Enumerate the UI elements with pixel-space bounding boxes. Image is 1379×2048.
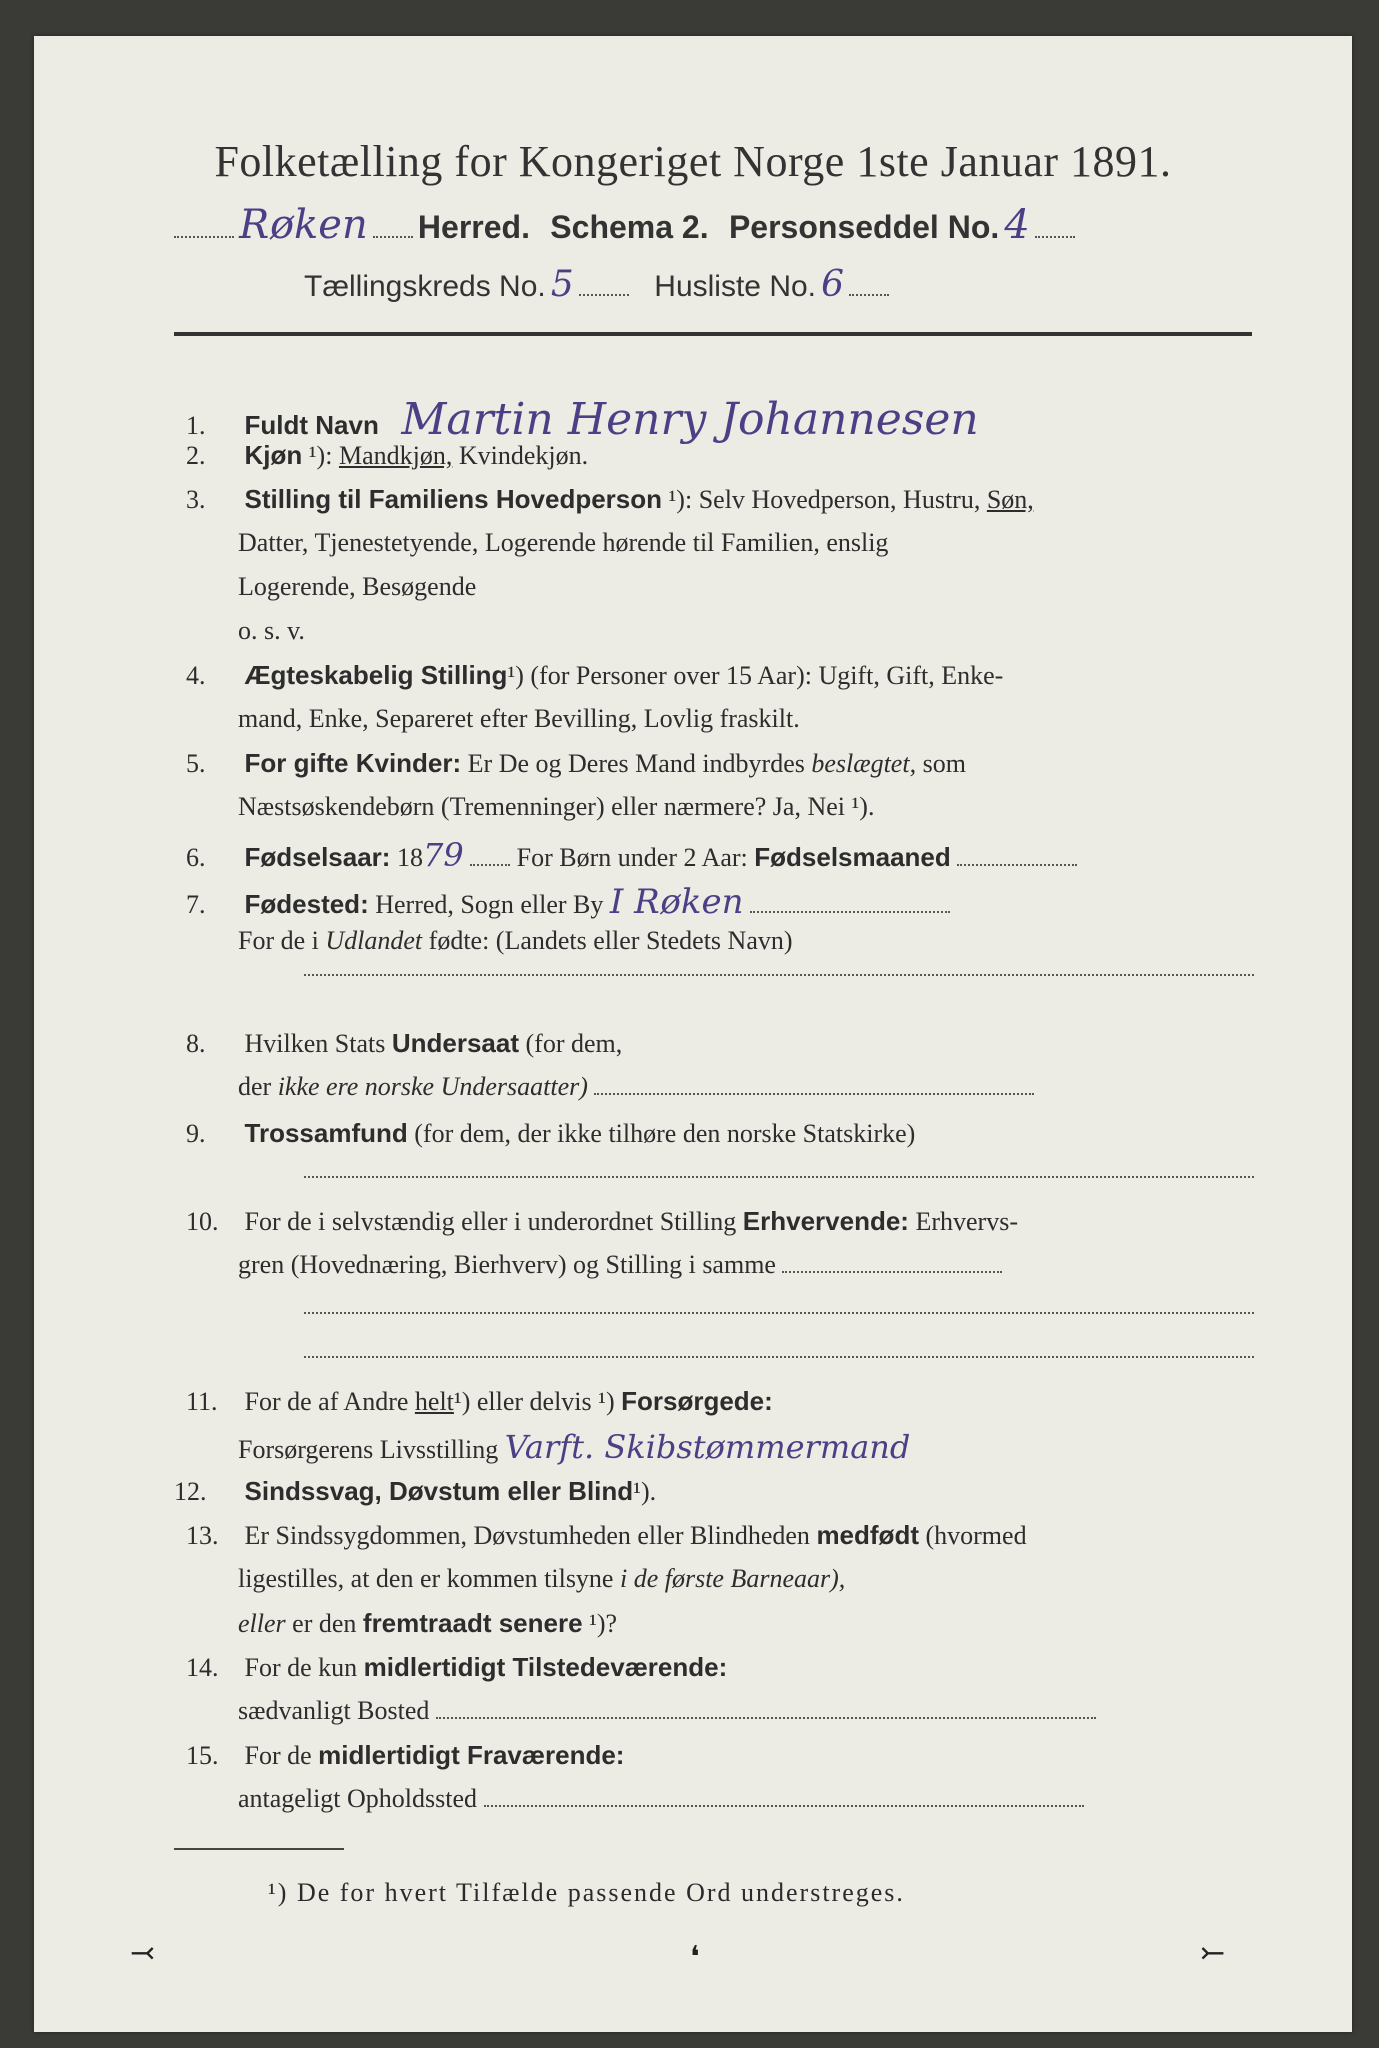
census-form: Folketælling for Kongeriget Norge 1ste Januar 1891. Røken Herred. Schema 2. Personseddel No. 4 Tællingskreds No. 5 Husliste No. 6 1. Fuldt Navn Martin Henry Johannesen 2. Kjøn ¹): Mandkjøn, Kvindekjøn. 3. Stilling til Familiens Hovedperson ¹): Selv Hovedperson, Hustru, Søn, Datter, Tjenestetyende, Logerende hørende til Familien, enslig Logerende, Besøgende o. s. v. 4. Ægteskabelig Stilling¹) (for Personer over 15 Aar): Ugift, Gift, Enke- mand, Enke, Separeret efter Bevilling, Lovlig fraskilt. 5. For gifte Kvinder: Er De og Deres Mand indbyrdes beslægtet, som Næstsøskendebørn (Tremenninger) eller nærmere? Ja, Nei ¹). 6. Fødselsaar: 1879 For Børn under 2 Aar: Fødselsmaaned 7. Fødested: Herred, Sogn eller By I Røken For de i Udlandet fødte: (Landets eller Stedets Navn) 8. Hvilken Stats Undersaat (for dem, der ikke ere norske Undersaatter) 9. Trossamfund (for dem, der ikke tilhøre den norske Statskirke) 10. For de i selvstændig eller i underordnet Stilling Erhvervende: Erhvervs- gren (Hovednæring, Bierhverv) og Stilling i samme 11. For de af Andre helt¹) eller delvis ¹) Forsørgede: Forsørgerens Livsstilling Varft. Skibstømmermand 12. Sindssvag, Døvstum eller Blind¹). 13. Er Sindssygdommen, Døvstumheden eller Blindheden medfødt (hvormed ligestilles, at den er kommen tilsyne i de første Barneaar), eller er den fremtraadt senere ¹)? 14. For de kun midlertidigt Tilstedeværende: sædvanligt Bosted 15. For de midlertidigt Fraværende: antageligt Opholdssted ¹) De for hvert Tilfælde passende Ord understreges. ⤙ ❛ ⤚ [34,36,1352,2032]
kreds-label: Tællingskreds No. [304,270,546,303]
item-14: 14. For de kun midlertidigt Tilstedeværende: [186,1652,728,1682]
header-line-2 [304,264,889,305]
full-name-label: Fuldt Navn [244,410,379,440]
provider-occupation-value: Varft. Skibstømmermand [504,1428,911,1466]
item-10: 10. For de i selvstændig eller i underordnet Stilling Erhvervende: Erhvervs- [186,1206,1018,1236]
header-line-1 [174,202,1254,248]
item-15: 15. For de midlertidigt Fraværende: [186,1740,625,1770]
corner-mark-right: ⤚ [1200,1936,1226,1971]
herred-value: Røken [239,202,368,248]
item-6: 6. Fødselsaar: 1879 For Børn under 2 Aar: Fødselsmaaned [186,836,1077,874]
kreds-value: 5 [550,264,574,305]
center-mark: ❛ [690,1940,700,1975]
item-5: 5. For gifte Kvinder: Er De og Deres Mand indbyrdes beslægtet, som [186,748,966,778]
item-1: 1. Fuldt Navn Martin Henry Johannesen [186,394,979,445]
form-title: Folketælling for Kongeriget Norge 1ste Januar 1891. [214,137,1172,186]
item-11: 11. For de af Andre helt¹) eller delvis ¹) Forsørgede: [186,1386,773,1416]
item-2: 2. Kjøn ¹): Mandkjøn, Kvindekjøn. [186,440,589,470]
item-9: 9. Trossamfund (for dem, der ikke tilhøre den norske Statskirke) [186,1118,916,1148]
item-12: 12. Sindssvag, Døvstum eller Blind¹). [174,1476,657,1506]
personseddel-value: 4 [1004,202,1030,248]
personseddel-label: Personseddel No. [728,209,1000,245]
item-8: 8. Hvilken Stats Undersaat (for dem, [186,1028,623,1058]
corner-mark-left: ⤙ [130,1936,156,1971]
support-selected: helt [414,1387,454,1416]
gender-selected: Mandkjøn, [338,441,453,470]
husliste-label: Husliste No. [654,270,816,303]
herred-label: Herred. [417,209,530,245]
husliste-value: 6 [821,264,844,305]
birth-year-value: 79 [422,836,464,874]
item-13: 13. Er Sindssygdommen, Døvstumheden eller Blindheden medfødt (hvormed [186,1520,1027,1550]
relation-selected: Søn, [986,485,1034,514]
header-rule [174,332,1252,336]
item-7: 7. Fødested: Herred, Sogn eller By I Røken [186,882,950,922]
footnote: ¹) De for hvert Tilfælde passende Ord understreges. [268,1878,905,1907]
full-name-value: Martin Henry Johannesen [401,394,979,445]
footnote-rule [174,1848,344,1850]
birthplace-value: I Røken [609,882,744,922]
schema-label: Schema 2. [550,209,709,245]
item-4: 4. Ægteskabelig Stilling¹) (for Personer over 15 Aar): Ugift, Gift, Enke- [186,660,1004,690]
item-3: 3. Stilling til Familiens Hovedperson ¹): Selv Hovedperson, Hustru, Søn, [186,484,1034,514]
